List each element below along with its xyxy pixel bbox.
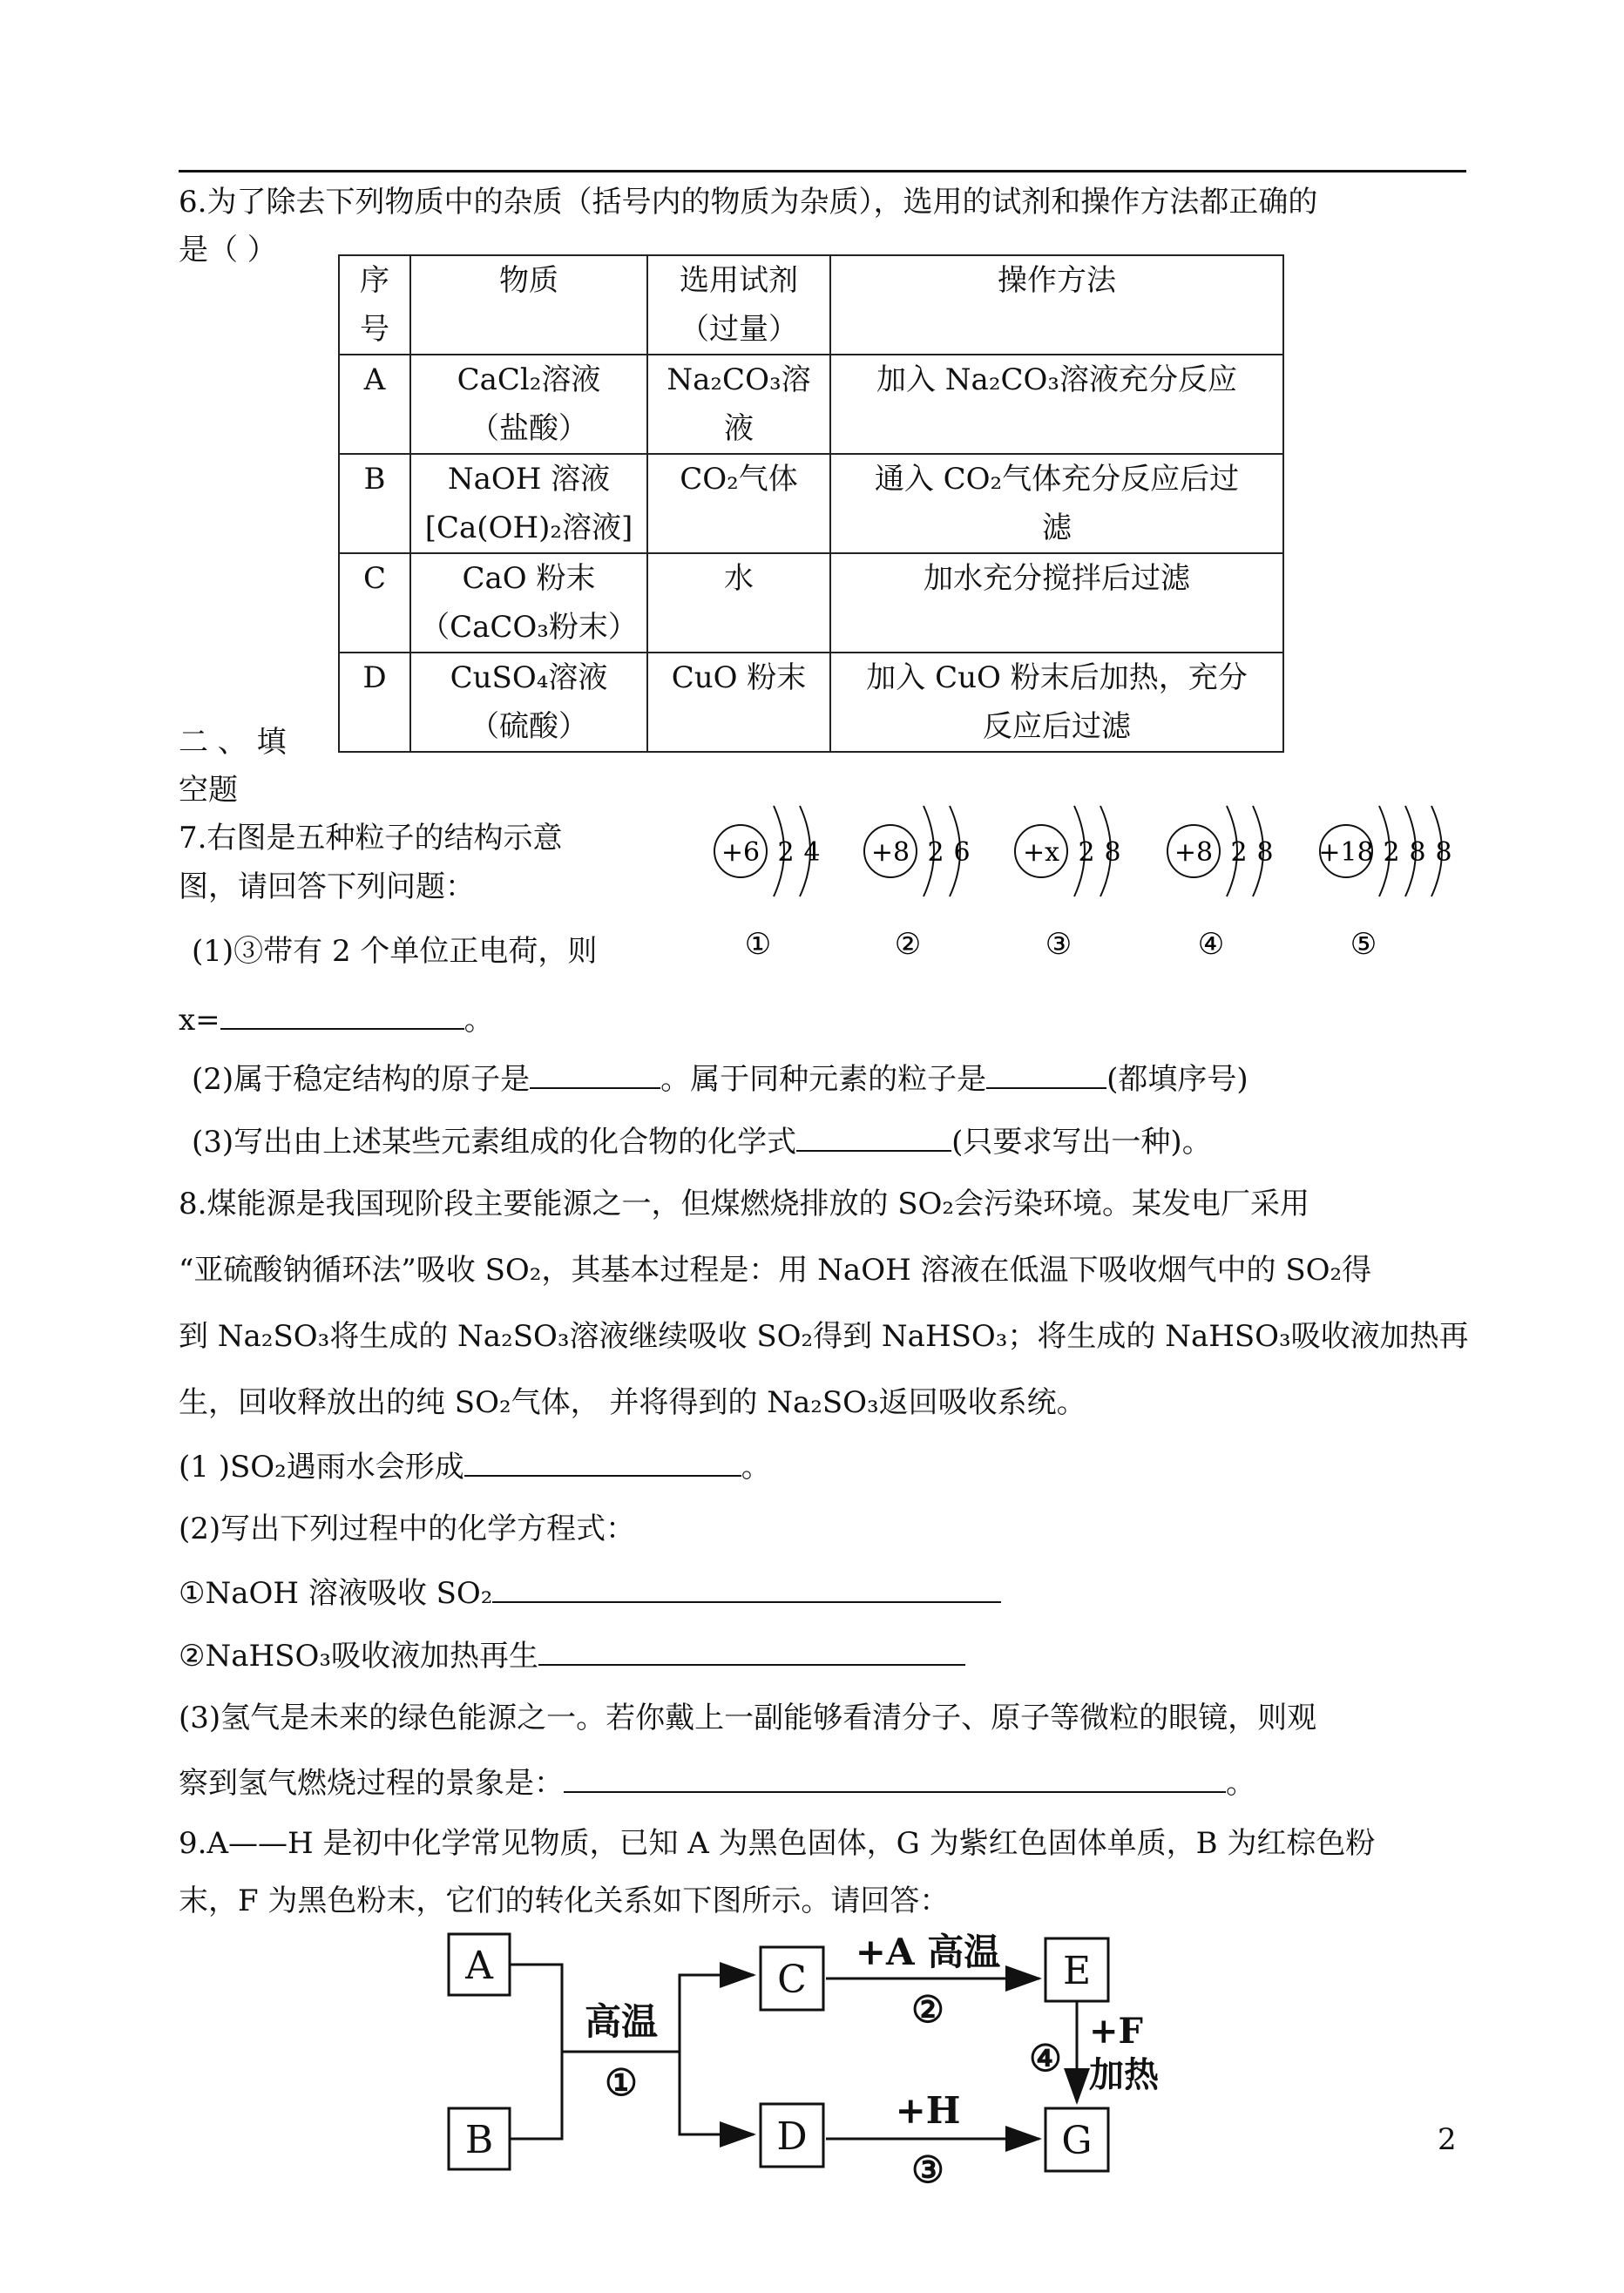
row-reagent: CuO 粉末 [647,653,830,752]
electron-count: 2 [1230,837,1248,868]
particle-1 [714,806,821,962]
electron-count: 2 [777,837,795,868]
q6-table [338,254,1284,753]
q6-line2: 是（ ） [179,233,277,267]
node-c: C [777,1958,807,2002]
q8-s1: (1 )SO₂遇雨水会形成 [179,1450,464,1485]
step3-label: ③ [911,2148,944,2191]
step2-condition: +A 高温 [855,1931,1001,1973]
q7-intro2: 图，请回答下列问题： [179,869,475,904]
q7-sub3a: (3)写出由上述某些元素组成的化合物的化学式 [192,1125,797,1160]
q7-sub3b: (只要求写出一种)。 [951,1125,1212,1160]
electron-count: 6 [953,837,971,868]
header-rule [179,170,1466,172]
period: 。 [1226,1766,1255,1801]
electron-count: 2 [927,837,944,868]
nucleus-charge: +x [1022,837,1060,868]
q7-sub1b-line [179,1002,494,1038]
period: 。 [464,1003,494,1038]
header-id: 序 号 [339,255,410,355]
q8-s1-line [179,1449,771,1485]
electron-count: 8 [1409,837,1426,868]
q8-acid-rain-blank[interactable] [464,1449,741,1477]
merge-bracket [510,1965,562,2139]
row-substance: CaO 粉末 （CaCO₃粉末） [410,553,647,653]
q8-s2b: ②NaHSO₃吸收液加热再生 [179,1639,538,1674]
header-method: 操作方法 [830,255,1283,355]
node-d: D [776,2114,808,2159]
electron-count: 2 [1078,837,1095,868]
q6-line1: 6.为了除去下列物质中的杂质（括号内的物质为杂质），选用的试剂和操作方法都正确的 [179,185,1318,220]
row-id: D [339,653,410,752]
row-method: 加入 CuO 粉末后加热，充分 反应后过滤 [830,653,1283,752]
q7-x-label: x= [179,1003,220,1038]
q7-same-element-blank[interactable] [986,1061,1106,1089]
row-id: B [339,454,410,553]
q8-p4: 生，回收释放出的纯 SO₂气体， 并将得到的 Na₂SO₃返回吸收系统。 [179,1385,1086,1420]
electron-count: 2 [1383,837,1400,868]
q7-sub2c: (都填序号) [1106,1062,1248,1097]
particle-5 [1318,806,1451,962]
period: 。 [741,1450,771,1485]
particle-label: ② [894,927,922,962]
row-reagent: Na₂CO₃溶 液 [647,355,830,454]
q9-p2: 末，F 为黑色粉末，它们的转化关系如下图所示。请回答： [179,1884,950,1918]
q8-equation2-blank[interactable] [538,1638,965,1666]
q7-stable-atom-blank[interactable] [530,1061,660,1089]
nucleus-charge: +6 [721,837,761,868]
table-row [339,454,1283,553]
q7-sub3-line [192,1124,1212,1160]
atomic-structure-diagram [688,780,1472,989]
arrow-to-d [680,2052,754,2134]
electron-count: 4 [803,837,821,868]
particle-3 [1015,806,1121,962]
row-method: 加水充分搅拌后过滤 [830,553,1283,653]
nucleus-charge: +8 [870,837,910,868]
nucleus-charge: +18 [1318,837,1374,868]
row-method: 通入 CO₂气体充分反应后过 滤 [830,454,1283,553]
q8-s2: (2)写出下列过程中的化学方程式： [179,1512,636,1546]
q8-p3: 到 Na₂SO₃将生成的 Na₂SO₃溶液继续吸收 SO₂得到 NaHSO₃；将生成的 NaHSO₃吸收液加热再 [179,1319,1469,1354]
electron-count: 8 [1256,837,1274,868]
q7-sub2a: (2)属于稳定结构的原子是 [192,1062,531,1097]
particle-4 [1167,806,1274,962]
conversion-diagram [440,1921,1189,2191]
step4-condition1: +F [1089,2011,1143,2052]
arrow-to-c [680,1975,754,2052]
particle-label: ① [744,927,772,962]
q8-scene-blank[interactable] [564,1765,1226,1793]
q7-sub2b: 。属于同种元素的粒子是 [660,1062,987,1097]
table-row [339,355,1283,454]
q8-s3b: 察到氢气燃烧过程的景象是： [179,1766,564,1801]
step4-label: ④ [1029,2037,1062,2080]
step4-condition2: 加热 [1089,2054,1159,2095]
q8-s3b-line [179,1765,1255,1801]
step1-label: ① [605,2061,638,2104]
q8-s2a-line [179,1575,1001,1611]
step1-condition: 高温 [584,2000,659,2043]
table-header-row [339,255,1283,355]
node-b: B [464,2118,494,2162]
row-reagent: 水 [647,553,830,653]
row-method: 加入 Na₂CO₃溶液充分反应 [830,355,1283,454]
q8-s2b-line [179,1638,965,1674]
node-a: A [465,1944,493,1988]
particle-label: ③ [1045,927,1073,962]
q9-p1: 9.A——H 是初中化学常见物质，已知 A 为黑色固体，G 为紫红色固体单质，B 为红棕色粉 [179,1826,1376,1861]
table-row [339,553,1283,653]
node-g: G [1061,2119,1093,2163]
row-id: A [339,355,410,454]
header-reagent: 选用试剂 （过量） [647,255,830,355]
particle-2 [864,806,971,962]
row-reagent: CO₂气体 [647,454,830,553]
q7-sub1a: (1)③带有 2 个单位正电荷，则 [192,934,598,969]
row-substance: NaOH 溶液 [Ca(OH)₂溶液] [410,454,647,553]
q8-s2a: ①NaOH 溶液吸收 SO₂ [179,1576,493,1611]
row-substance: CuSO₄溶液 （硫酸） [410,653,647,752]
q8-equation1-blank[interactable] [492,1575,1001,1603]
page-number: 2 [1438,2122,1457,2157]
particle-label: ④ [1197,927,1225,962]
node-e: E [1062,1949,1092,1993]
row-id: C [339,553,410,653]
step2-label: ② [911,1988,944,2031]
row-substance: CaCl₂溶液 （盐酸） [410,355,647,454]
electron-count: 8 [1435,837,1452,868]
table-row [339,653,1283,752]
q7-formula-blank[interactable] [796,1124,951,1152]
step3-condition: +H [895,2089,961,2132]
header-substance: 物质 [410,255,647,355]
q8-s3a: (3)氢气是未来的绿色能源之一。若你戴上一副能够看清分子、原子等微粒的眼镜，则观 [179,1701,1317,1735]
q7-x-blank[interactable] [220,1002,464,1030]
section-heading-part2: 空题 [179,773,238,808]
q7-sub2-line [192,1061,1248,1097]
q8-p2: “亚硫酸钠循环法”吸收 SO₂，其基本过程是：用 NaOH 溶液在低温下吸收烟气中的 SO₂得 [179,1253,1372,1288]
particle-label: ⑤ [1350,927,1377,962]
q7-intro1: 7.右图是五种粒子的结构示意 [179,821,563,856]
nucleus-charge: +8 [1174,837,1214,868]
section-heading-part1: 二 、 填 [179,725,287,760]
electron-count: 8 [1104,837,1121,868]
q8-p1: 8.煤能源是我国现阶段主要能源之一，但煤燃烧排放的 SO₂会污染环境。某发电厂采用 [179,1187,1310,1221]
